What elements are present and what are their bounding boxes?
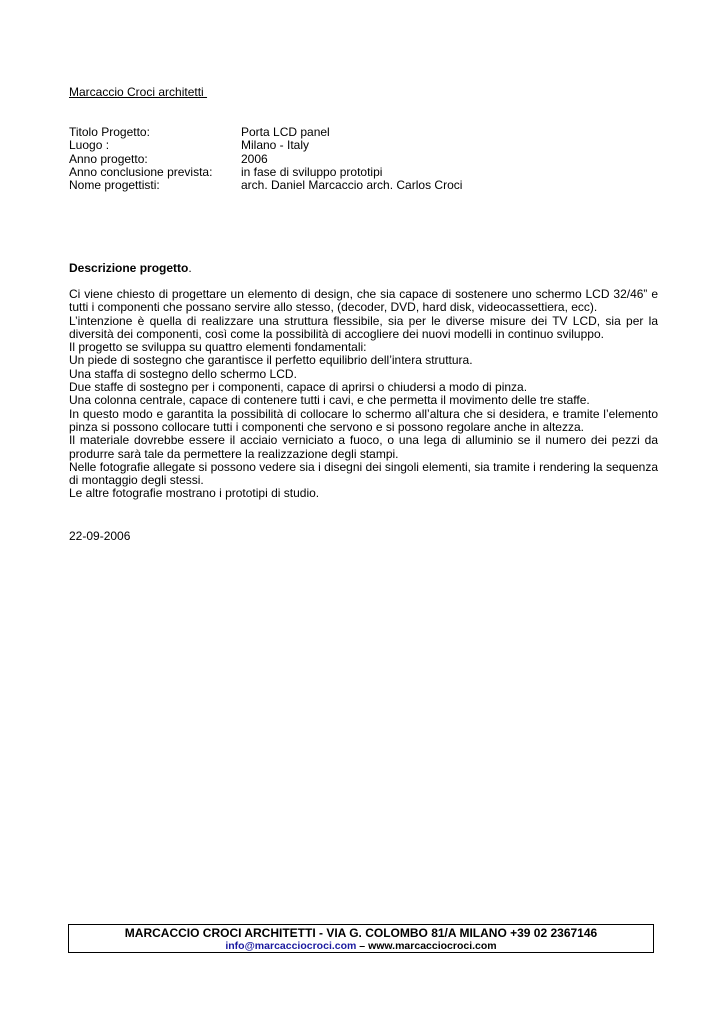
- info-row-designers: [69, 179, 659, 192]
- info-label: Anno conclusione prevista:: [69, 164, 213, 179]
- footer-box: [68, 924, 654, 953]
- description-title-suffix: .: [188, 261, 192, 275]
- info-value: arch. Daniel Marcaccio arch. Carlos Croci: [241, 178, 463, 193]
- description-paragraph: Le altre fotografie mostrano i prototipi di studio.: [69, 486, 320, 501]
- info-row-title: [69, 126, 659, 139]
- description-paragraph: L’intenzione è quella di realizzare una struttura flessibile, sia per le diverse misure dei TV LCD, sia per la diversità dei componenti, così come la possibilità di accogliere dei nuovi modelli in continuo sviluppo.: [69, 313, 658, 341]
- info-row-year: [69, 153, 659, 166]
- footer-separator: –: [356, 940, 369, 952]
- description-body: [69, 288, 658, 501]
- description-paragraph: Il materiale dovrebbe essere il acciaio verniciato a fuoco, o una lega di alluminio se il numero dei pezzi da produrre sarà tale da permettere la realizzazione degli stampi.: [69, 433, 658, 461]
- description-heading: [69, 262, 192, 275]
- info-label: Anno progetto:: [69, 151, 148, 166]
- description-paragraph: In questo modo e garantita la possibilità di collocare lo schermo all’altura che si desidera, e tramite l’elemento pinza si possono collocare tutti i componenti che servono e si possono regolare anche in altezza.: [69, 406, 658, 434]
- info-value: in fase di sviluppo prototipi: [241, 164, 383, 179]
- info-label: Luogo :: [69, 138, 110, 153]
- description-paragraph: Una staffa di sostegno dello schermo LCD.: [69, 366, 297, 381]
- description-paragraph: Nelle fotografie allegate si possono vedere sia i disegni dei singoli elementi, sia tramite i rendering la sequenza di montaggio degli stessi.: [69, 459, 658, 488]
- info-row-location: [69, 139, 659, 152]
- email-link[interactable]: info@marcacciocroci.com: [225, 940, 357, 952]
- info-label: Nome progettisti:: [69, 178, 160, 193]
- description-paragraph: Un piede di sostegno che garantisce il perfetto equilibrio dell’intera struttura.: [69, 353, 473, 368]
- info-label: Titolo Progetto:: [69, 125, 150, 139]
- description-paragraph: Ci viene chiesto di progettare un elemento di design, che sia capace di sostenere uno schermo LCD 32/46” e tutti i componenti che possano servire allo stesso, (decoder, DVD, hard disk, videocassettiera, ecc).: [69, 287, 658, 315]
- description-paragraph: Una colonna centrale, capace di contenere tutti i cavi, e che permetta il movimento delle tre staffe.: [69, 393, 590, 408]
- firm-heading: Marcaccio Croci architetti: [69, 85, 208, 99]
- footer-contacts: [69, 940, 653, 952]
- description-paragraph: Il progetto se sviluppa su quattro elementi fondamentali:: [69, 340, 367, 355]
- description-paragraph: Due staffe di sostegno per i componenti, capace di aprirsi o chiudersi a modo di pinza.: [69, 380, 528, 395]
- info-value: 2006: [241, 151, 268, 166]
- footer-address: MARCACCIO CROCI ARCHITETTI - VIA G. COLOMBO 81/A MILANO +39 02 2367146: [124, 926, 598, 940]
- website-text[interactable]: www.marcacciocroci.com: [368, 940, 497, 952]
- description-title: Descrizione progetto: [69, 261, 189, 275]
- info-value: Milano - Italy: [241, 138, 310, 153]
- info-row-completion: [69, 166, 659, 179]
- project-info-table: [69, 126, 659, 192]
- document-date: 22-09-2006: [69, 529, 131, 543]
- info-value: Porta LCD panel: [241, 125, 330, 139]
